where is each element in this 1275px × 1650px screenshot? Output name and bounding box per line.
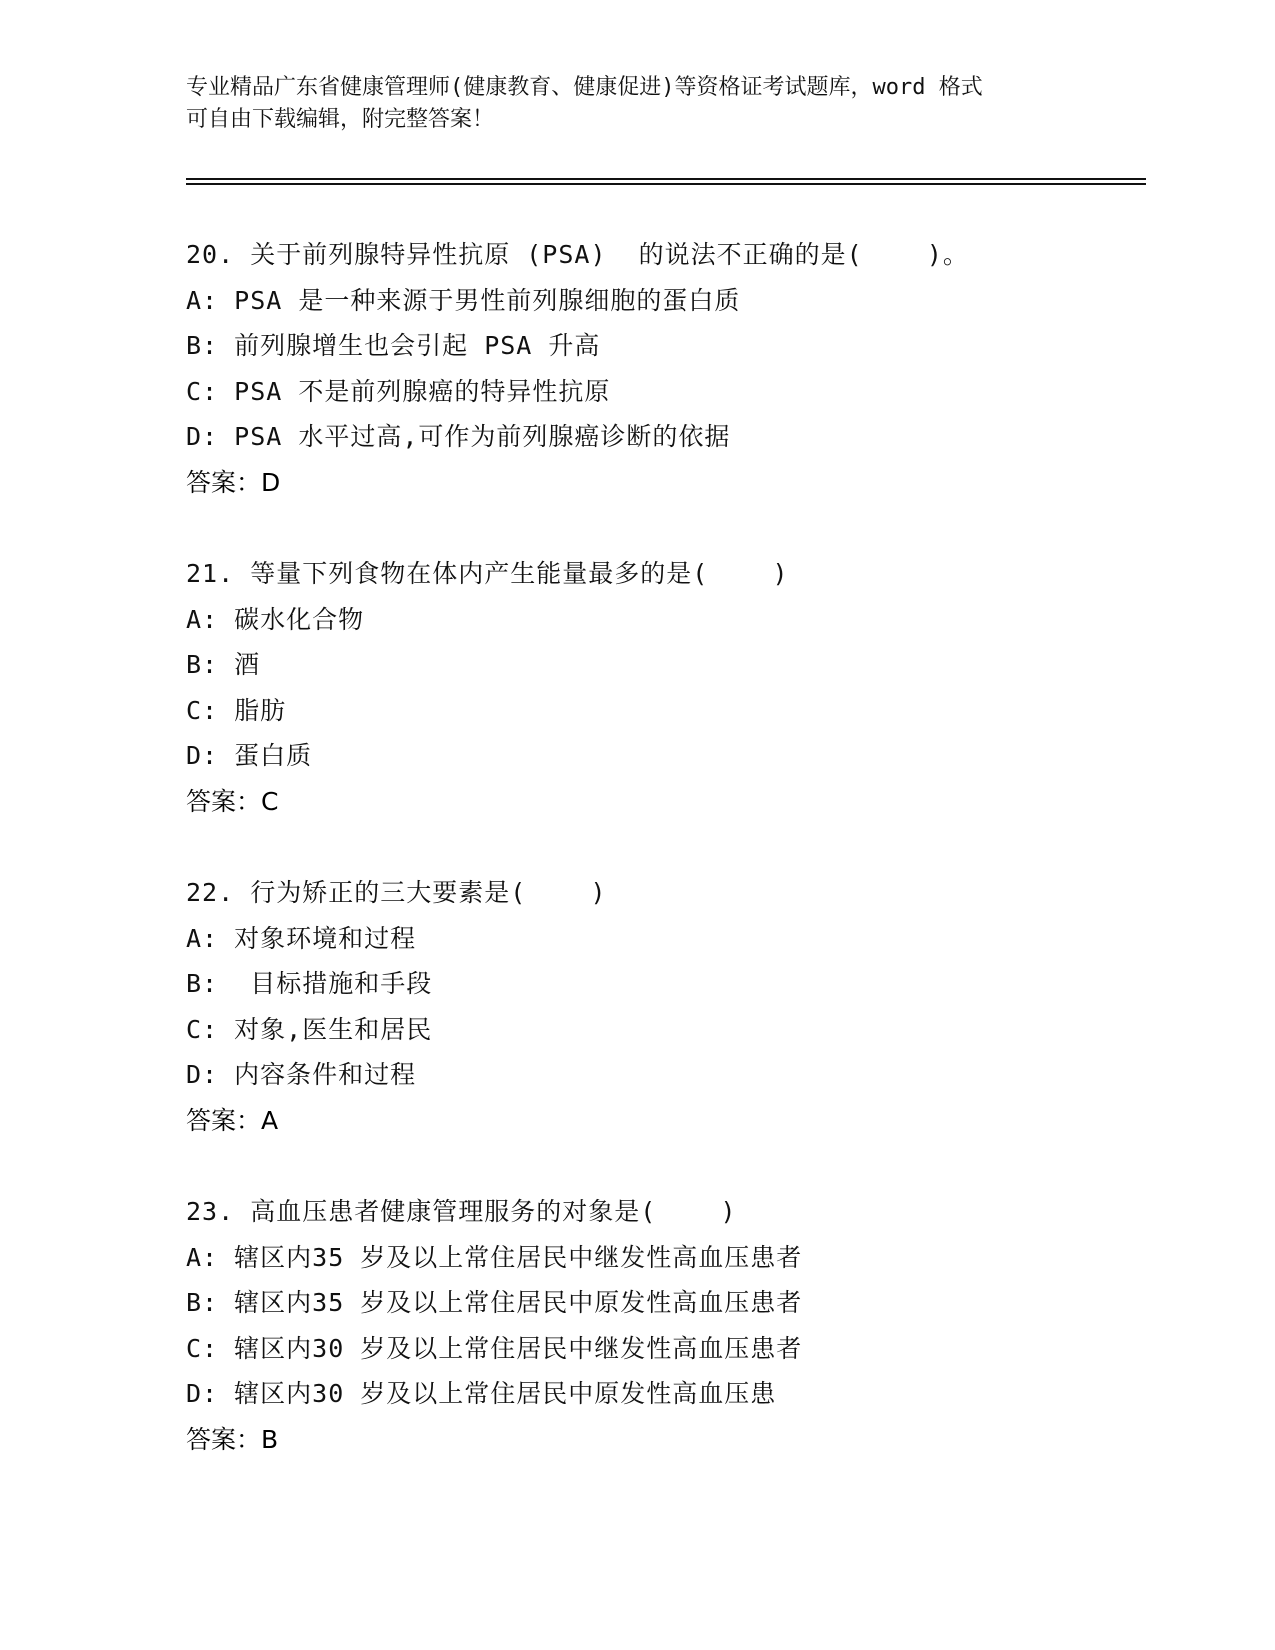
- answer-line: 答案：A: [186, 1105, 279, 1135]
- question-stem: 22. 行为矫正的三大要素是( ): [186, 878, 607, 907]
- question-20: [186, 232, 1146, 505]
- header-line-1: 专业精品广东省健康管理师(健康教育、健康促进)等资格证考试题库，word 格式: [186, 75, 983, 100]
- option-a: A: 对象环境和过程: [186, 923, 417, 953]
- option-d: D: 辖区内30 岁及以上常住居民中原发性高血压患: [186, 1379, 777, 1408]
- option-b: B: 目标措施和手段: [186, 969, 433, 998]
- option-a: A: 辖区内35 岁及以上常住居民中继发性高血压患者: [186, 1242, 803, 1272]
- header-divider-bottom: [186, 183, 1146, 185]
- header-divider-top: [186, 178, 1146, 180]
- option-a: A: PSA 是一种来源于男性前列腺细胞的蛋白质: [186, 285, 741, 315]
- option-b: B: 酒: [186, 650, 261, 679]
- option-d: D: 蛋白质: [186, 741, 313, 770]
- option-b: B: 前列腺增生也会引起 PSA 升高: [186, 331, 601, 360]
- question-23: [186, 1189, 1146, 1462]
- question-22: [186, 870, 1146, 1143]
- option-c: C: 辖区内30 岁及以上常住居民中继发性高血压患者: [186, 1333, 803, 1363]
- question-stem: 23. 高血压患者健康管理服务的对象是( ): [186, 1197, 737, 1226]
- option-c: C: PSA 不是前列腺癌的特异性抗原: [186, 376, 611, 406]
- answer-line: 答案：D: [186, 467, 281, 497]
- option-d: D: PSA 水平过高,可作为前列腺癌诊断的依据: [186, 422, 731, 451]
- question-list: [186, 232, 1146, 1508]
- option-b: B: 辖区内35 岁及以上常住居民中原发性高血压患者: [186, 1288, 803, 1317]
- header-line-2: 可自由下载编辑，附完整答案！: [186, 107, 495, 132]
- option-c: C: 对象,医生和居民: [186, 1014, 433, 1044]
- question-21: [186, 551, 1146, 824]
- answer-line: 答案：B: [186, 1424, 279, 1454]
- document-header: [186, 72, 1086, 136]
- question-stem: 21. 等量下列食物在体内产生能量最多的是( ): [186, 559, 789, 588]
- option-a: A: 碳水化合物: [186, 604, 365, 634]
- answer-line: 答案：C: [186, 786, 279, 816]
- question-stem: 20. 关于前列腺特异性抗原 (PSA) 的说法不正确的是( )。: [186, 240, 969, 269]
- option-c: C: 脂肪: [186, 695, 287, 725]
- option-d: D: 内容条件和过程: [186, 1060, 417, 1089]
